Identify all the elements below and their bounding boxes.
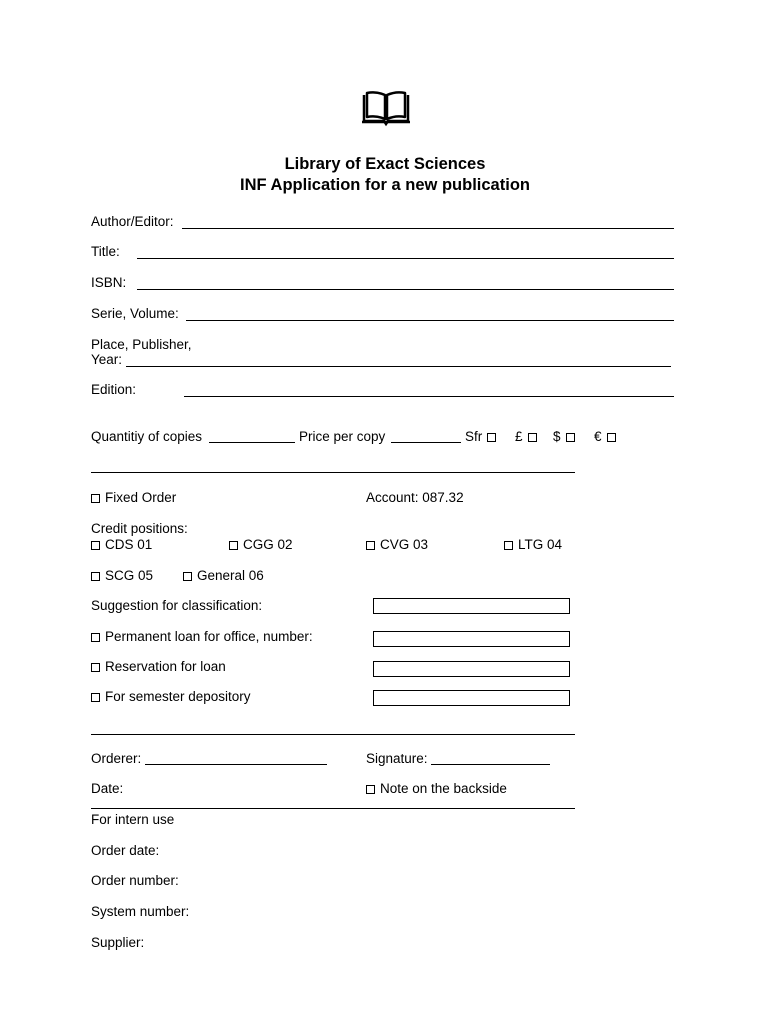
checkbox-icon[interactable] — [183, 572, 192, 581]
author-field[interactable] — [182, 228, 674, 229]
isbn-field[interactable] — [137, 289, 674, 290]
classification-label: Suggestion for classification: — [91, 598, 263, 613]
quantity-field[interactable] — [209, 442, 295, 443]
author-label: Author/Editor: — [91, 214, 174, 229]
note-backside-option[interactable] — [366, 781, 507, 797]
section-divider — [91, 472, 575, 473]
currency-pound-label: £ — [515, 429, 523, 444]
permanent-loan-label: Permanent loan for office, number: — [105, 629, 313, 644]
reservation-label: Reservation for loan — [105, 659, 226, 674]
checkbox-icon[interactable] — [366, 541, 375, 550]
supplier-label: Supplier: — [91, 935, 145, 950]
intern-use-heading: For intern use — [91, 812, 175, 827]
currency-sfr[interactable] — [465, 429, 496, 445]
currency-dollar-label: $ — [553, 429, 561, 444]
order-number-label: Order number: — [91, 873, 179, 888]
section-divider — [91, 734, 575, 735]
cvg-label: CVG 03 — [380, 537, 429, 552]
semester-label: For semester depository — [105, 689, 251, 704]
account-text: Account: 087.32 — [366, 490, 464, 505]
edition-label: Edition: — [91, 382, 137, 397]
scg-label: SCG 05 — [105, 568, 154, 583]
form-title: INF Application for a new publication — [240, 176, 530, 194]
price-label: Price per copy — [299, 429, 386, 444]
permanent-loan-option[interactable] — [91, 629, 313, 645]
title-label: Title: — [91, 244, 120, 259]
permanent-loan-input[interactable] — [373, 631, 570, 647]
semester-option[interactable] — [91, 689, 251, 705]
order-date-label: Order date: — [91, 843, 160, 858]
cds-label: CDS 01 — [105, 537, 153, 552]
place-field[interactable] — [126, 366, 671, 367]
fixed-order-label: Fixed Order — [105, 490, 177, 505]
section-divider — [91, 808, 575, 809]
reservation-input[interactable] — [373, 661, 570, 677]
currency-dollar[interactable] — [553, 429, 575, 445]
cvg-option[interactable] — [366, 537, 428, 553]
checkbox-icon[interactable] — [366, 785, 375, 794]
cgg-option[interactable] — [229, 537, 293, 553]
credit-positions-label: Credit positions: — [91, 521, 188, 536]
orderer-label: Orderer: — [91, 751, 142, 766]
system-number-label: System number: — [91, 904, 190, 919]
checkbox-icon[interactable] — [91, 494, 100, 503]
open-book-icon — [360, 91, 412, 129]
note-backside-label: Note on the backside — [380, 781, 507, 796]
checkbox-icon[interactable] — [566, 433, 575, 442]
checkbox-icon[interactable] — [91, 541, 100, 550]
serie-field[interactable] — [186, 320, 674, 321]
year-label: Year: — [91, 352, 123, 367]
serie-label: Serie, Volume: — [91, 306, 179, 321]
checkbox-icon[interactable] — [229, 541, 238, 550]
cds-option[interactable] — [91, 537, 152, 553]
general-option[interactable] — [183, 568, 264, 584]
signature-label: Signature: — [366, 751, 428, 766]
date-label: Date: — [91, 781, 124, 796]
place-label: Place, Publisher, — [91, 337, 192, 352]
checkbox-icon[interactable] — [607, 433, 616, 442]
signature-field[interactable] — [431, 764, 550, 765]
general-label: General 06 — [197, 568, 264, 583]
checkbox-icon[interactable] — [91, 572, 100, 581]
edition-field[interactable] — [184, 396, 674, 397]
currency-sfr-label: Sfr — [465, 429, 483, 444]
fixed-order-option[interactable] — [91, 490, 176, 506]
currency-euro[interactable] — [594, 429, 616, 445]
quantity-label: Quantitiy of copies — [91, 429, 203, 444]
checkbox-icon[interactable] — [91, 633, 100, 642]
title-field[interactable] — [137, 258, 674, 259]
checkbox-icon[interactable] — [91, 663, 100, 672]
orderer-field[interactable] — [145, 764, 327, 765]
reservation-option[interactable] — [91, 659, 226, 675]
checkbox-icon[interactable] — [528, 433, 537, 442]
ltg-label: LTG 04 — [518, 537, 563, 552]
scg-option[interactable] — [91, 568, 153, 584]
checkbox-icon[interactable] — [487, 433, 496, 442]
isbn-label: ISBN: — [91, 275, 127, 290]
price-field[interactable] — [391, 442, 461, 443]
library-name: Library of Exact Sciences — [284, 155, 486, 173]
checkbox-icon[interactable] — [504, 541, 513, 550]
checkbox-icon[interactable] — [91, 693, 100, 702]
currency-euro-label: € — [594, 429, 602, 444]
currency-pound[interactable] — [515, 429, 537, 445]
classification-input[interactable] — [373, 598, 570, 614]
cgg-label: CGG 02 — [243, 537, 293, 552]
semester-input[interactable] — [373, 690, 570, 706]
ltg-option[interactable] — [504, 537, 562, 553]
